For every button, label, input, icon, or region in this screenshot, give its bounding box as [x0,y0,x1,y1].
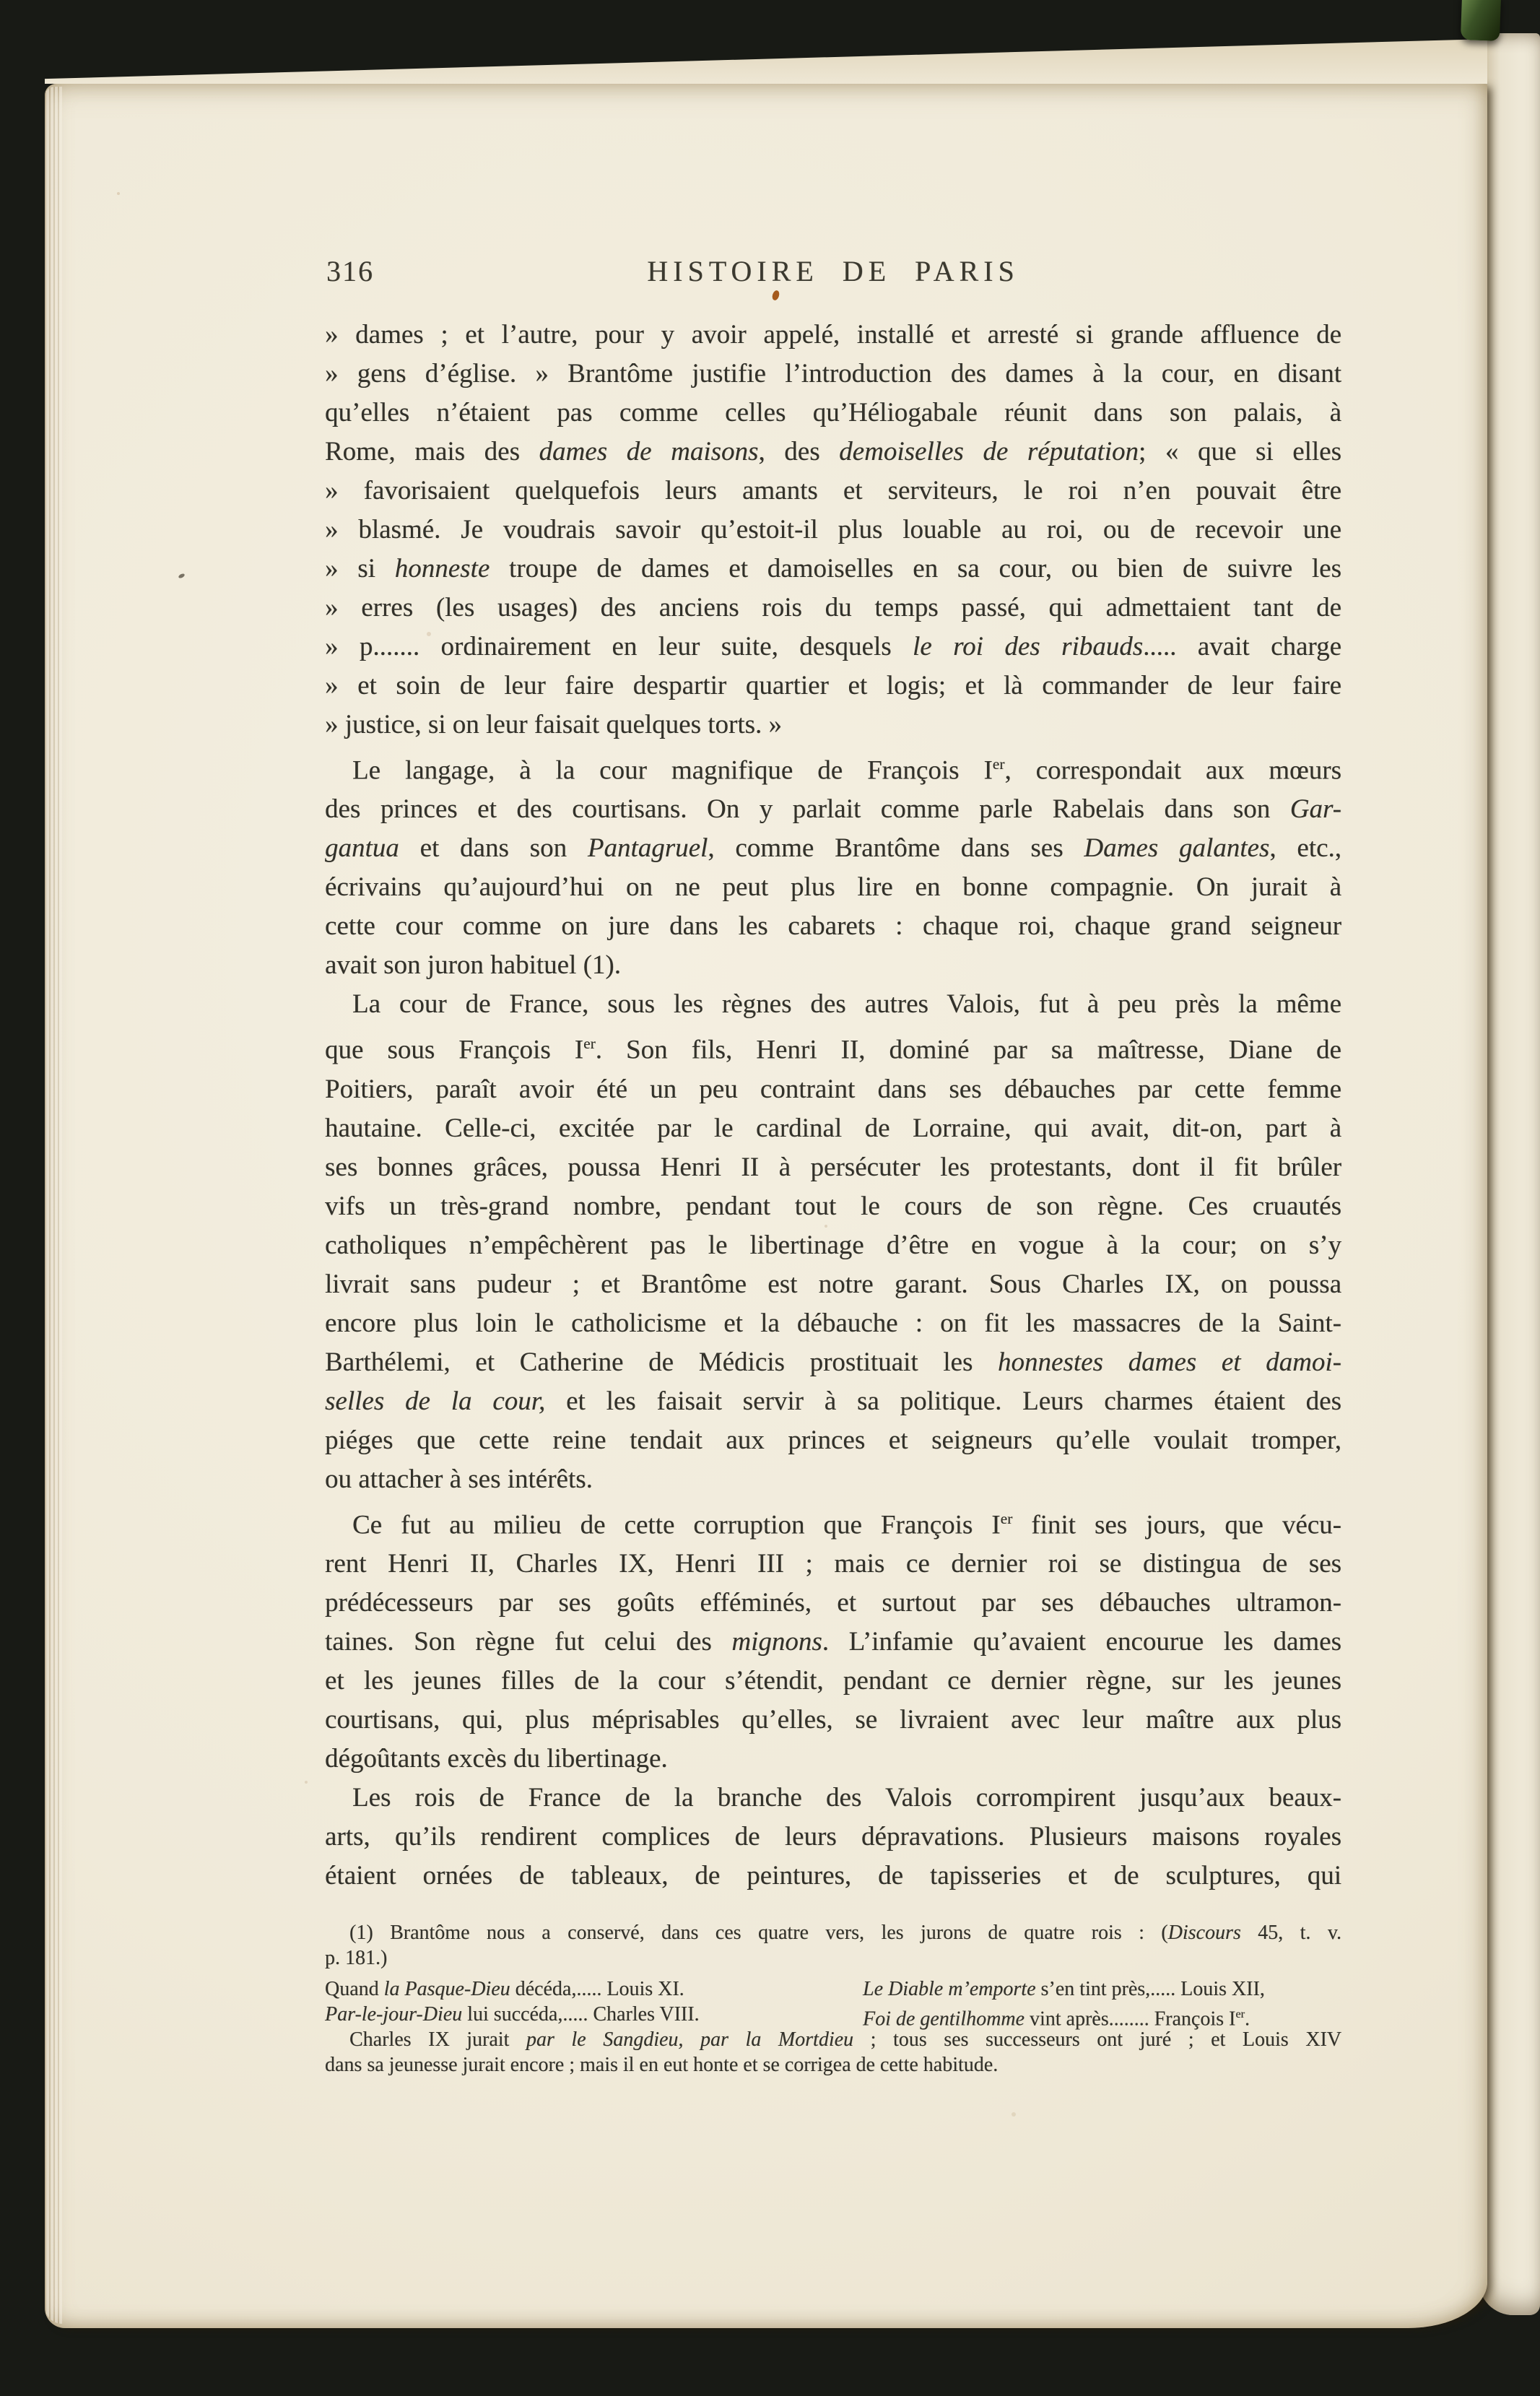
text-segment: Par-le-jour-Dieu [325,2002,463,2026]
text-segment: et dans son [399,833,588,864]
bookmark-ribbon [1461,0,1501,41]
text-line [325,1584,1341,1623]
text-segment: er [992,755,1005,773]
margin-speck [178,573,185,579]
text-segment: piéges que cette reine tendait aux princes et seigneurs qu’elle voulait tromper, [325,1425,1341,1455]
text-line [325,985,1341,1024]
text-segment: dames de maisons [539,437,759,466]
footnote-line [325,1945,1341,1971]
text-segment: , correspondait aux mœurs [1004,755,1341,786]
text-segment: prédécesseurs par ses goûts efféminés, et surtout par ses débauches ultramon- [325,1587,1341,1618]
text-segment: Le Diable m’emporte [863,1977,1036,2000]
footnote-line [325,2002,1341,2031]
text-line [325,1070,1341,1109]
text-segment: selles de la cour, [325,1386,546,1416]
text-segment: Les rois de France de la branche des Valois corrompirent jusqu’aux beaux- [352,1782,1341,1813]
text-line [325,1779,1341,1818]
running-header: HISTOIRE DE PARIS [647,255,1019,287]
ink-spot [771,290,780,301]
text-line [325,1187,1341,1226]
text-segment: » dames ; et l’autre, pour y avoir appelé, installé et arresté si grande affluence de [325,320,1341,350]
paragraph [325,316,1341,745]
paragraph [325,1779,1341,1896]
text-segment: » p....... ordinairement en leur suite, desquels [325,632,913,661]
text-segment: hautaine. Celle-ci, excitée par le cardinal de Lorraine, qui avait, dit-on, part à [325,1113,1341,1143]
text-line [325,1148,1341,1187]
text-line [325,1857,1341,1896]
text-segment: courtisans, qui, plus méprisables qu’elles, se livraient avec leur maître aux plus [325,1704,1341,1735]
text-segment: Barthélemi, et Catherine de Médicis prostituait les [325,1347,999,1377]
text-segment: , etc., [1269,833,1341,864]
text-segment: » erres (les usages) des anciens rois du temps passé, qui admettaient tant de [325,593,1341,622]
text-line [325,589,1341,628]
text-segment: dégoûtants excès du libertinage. [325,1743,668,1774]
text-segment: décéda,..... Louis XI. [510,1977,684,2000]
text-line [325,472,1341,511]
text-segment: étaient ornées de tableaux, de peintures, de tapisseries et de sculptures, qui [325,1860,1341,1891]
text-segment: » si [325,554,395,583]
text-segment: Ce fut au milieu de cette corruption que François I [352,1509,1001,1540]
text-line [325,946,1341,985]
text-segment: Discours [1167,1921,1241,1944]
verse-column [325,2002,700,2027]
text-segment: er [1000,1509,1013,1527]
text-segment: dans sa jeunesse jurait encore ; mais il en eut honte et se corrigea de cette habitude. [325,2053,999,2076]
text-line [325,829,1341,868]
text-line [325,1740,1341,1779]
text-segment: er [583,1035,596,1053]
page-number: 316 [326,255,374,287]
text-segment: La cour de France, sous les règnes des autres Valois, fut à peu près la même [352,989,1341,1020]
verse-column [863,2002,1250,2031]
paragraph [325,1499,1341,1779]
text-segment: ses bonnes grâces, poussa Henri II à persécuter les protestants, dont il fit brûler [325,1152,1341,1182]
text-segment: avait son juron habituel (1). [325,950,621,981]
footnote-line [325,1920,1341,1945]
text-segment: , des [758,437,840,466]
paragraph [325,745,1341,985]
text-segment: par le Sangdieu, par la Mortdieu [526,2028,854,2051]
text-segment: Charles IX jurait [349,2028,526,2051]
text-line [325,1265,1341,1304]
text-segment: er [1235,2007,1245,2020]
text-segment: 45, t. v. [1240,1921,1341,1944]
text-line [325,1662,1341,1701]
body-text [325,316,1341,1896]
text-column [325,256,1341,2078]
text-line [325,433,1341,472]
text-line [325,907,1341,946]
text-segment: Dames galantes [1084,833,1270,864]
text-segment: (1) Brantôme nous a conservé, dans ces quatre vers, les jurons de quatre rois : ( [349,1921,1168,1944]
text-line [325,667,1341,706]
text-line [325,1499,1341,1545]
text-segment: rent Henri II, Charles IX, Henri III ; mais ce dernier roi se distingua de ses [325,1548,1341,1579]
text-line [325,1818,1341,1857]
text-segment: écrivains qu’aujourd’hui on ne peut plus lire en bonne compagnie. On jurait à [325,872,1341,903]
text-segment: encore plus loin le catholicisme et la débauche : on fit les massacres de la Saint- [325,1308,1341,1338]
text-segment: » et soin de leur faire despartir quartier et logis; et là commander de leur faire [325,671,1341,700]
text-segment: Le langage, à la cour magnifique de François I [352,755,993,786]
text-segment: que sous François I [325,1035,584,1065]
text-line [325,1343,1341,1382]
text-segment: » justice, si on leur faisait quelques torts. » [325,710,782,739]
text-segment: ; « que si elles [1139,437,1341,466]
text-segment: ..... avait charge [1143,632,1341,661]
text-line [325,1024,1341,1069]
text-segment: , comme Brantôme dans ses [708,833,1084,864]
text-segment: des princes et des courtisans. On y parlait comme parle Rabelais dans son [325,794,1290,825]
text-line [325,706,1341,745]
text-segment: Foi de gentilhomme [863,2007,1025,2031]
text-segment: Quand [325,1977,384,2000]
text-segment: Pantagruel [587,833,708,864]
footnote [325,1920,1341,2078]
text-segment: le roi des ribauds [913,632,1144,661]
text-line [325,1226,1341,1265]
text-segment: p. 181.) [325,1946,388,1969]
text-segment: taines. Son règne fut celui des [325,1626,732,1657]
text-segment: ou attacher à ses intérêts. [325,1464,593,1494]
text-line [325,628,1341,667]
text-line [325,1109,1341,1148]
text-line [325,1460,1341,1499]
book-underpage-edge [1479,33,1540,2315]
footnote-line [325,1976,1341,2002]
text-line [325,1304,1341,1343]
text-segment: qu’elles n’étaient pas comme celles qu’Héliogabale réunit dans son palais, à [325,398,1341,427]
paragraph [325,985,1341,1498]
text-segment: finit ses jours, que vécu- [1012,1509,1341,1540]
text-segment: honnestes dames et damoi- [998,1347,1341,1377]
text-line [325,790,1341,829]
text-segment: et les faisait servir à sa politique. Leurs charmes étaient des [545,1386,1341,1416]
page-header [325,256,1341,287]
text-segment: Gar- [1289,794,1341,825]
text-segment: vifs un très-grand nombre, pendant tout le cours de son règne. Ces cruautés [325,1191,1341,1221]
text-segment: ; tous ses successeurs ont juré ; et Louis XIV [853,2028,1341,2051]
text-line [325,316,1341,355]
text-segment: livrait sans pudeur ; et Brantôme est notre garant. Sous Charles IX, on poussa [325,1269,1341,1299]
verse-column [863,1976,1265,2002]
text-segment: gantua [325,833,399,864]
text-segment: » blasmé. Je voudrais savoir qu’estoit-il plus louable au roi, ou de recevoir une [325,515,1341,544]
text-line [325,1701,1341,1740]
text-segment: » gens d’église. » Brantôme justifie l’introduction des dames à la cour, en disant [325,359,1341,389]
text-line [325,1421,1341,1460]
text-line [325,394,1341,433]
paper-specks [117,192,120,195]
text-segment: » favorisaient quelquefois leurs amants et serviteurs, le roi n’en pouvait être [325,476,1341,505]
text-segment: arts, qu’ils rendirent complices de leurs dépravations. Plusieurs maisons royales [325,1821,1341,1852]
text-line [325,1623,1341,1662]
text-segment: catholiques n’empêchèrent pas le libertinage d’être en vogue à la cour; on s’y [325,1230,1341,1260]
text-line [325,1545,1341,1584]
text-line [325,355,1341,394]
text-segment: honneste [394,554,490,583]
text-line [325,511,1341,550]
text-segment: vint après........ François I [1024,2007,1236,2031]
text-line [325,1382,1341,1421]
text-segment: Rome, mais des [325,437,539,466]
text-segment: . [1244,2007,1250,2031]
text-segment: cette cour comme on jure dans les cabarets : chaque roi, chaque grand seigneur [325,911,1341,942]
text-line [325,868,1341,907]
text-line [325,550,1341,589]
verse-column [325,1976,684,2002]
text-segment: Poitiers, paraît avoir été un peu contraint dans ses débauches par cette femme [325,1074,1341,1104]
text-segment: la Pasque-Dieu [383,1977,510,2000]
text-segment: demoiselles de réputation [839,437,1139,466]
footnote-line [325,2052,1341,2078]
text-segment: et les jeunes filles de la cour s’étendit, pendant ce dernier règne, sur les jeunes [325,1665,1341,1696]
text-line [325,745,1341,790]
text-segment: mignons [731,1626,822,1657]
text-segment: . L’infamie qu’avaient encourue les dames [822,1626,1341,1657]
text-segment: . Son fils, Henri II, dominé par sa maîtresse, Diane de [595,1035,1341,1065]
text-segment: troupe de dames et damoiselles en sa cour, ou bien de suivre les [490,554,1341,583]
text-segment: s’en tint près,..... Louis XII, [1035,1977,1265,2000]
text-segment: lui succéda,..... Charles VIII. [462,2002,700,2026]
book-page [45,84,1487,2328]
